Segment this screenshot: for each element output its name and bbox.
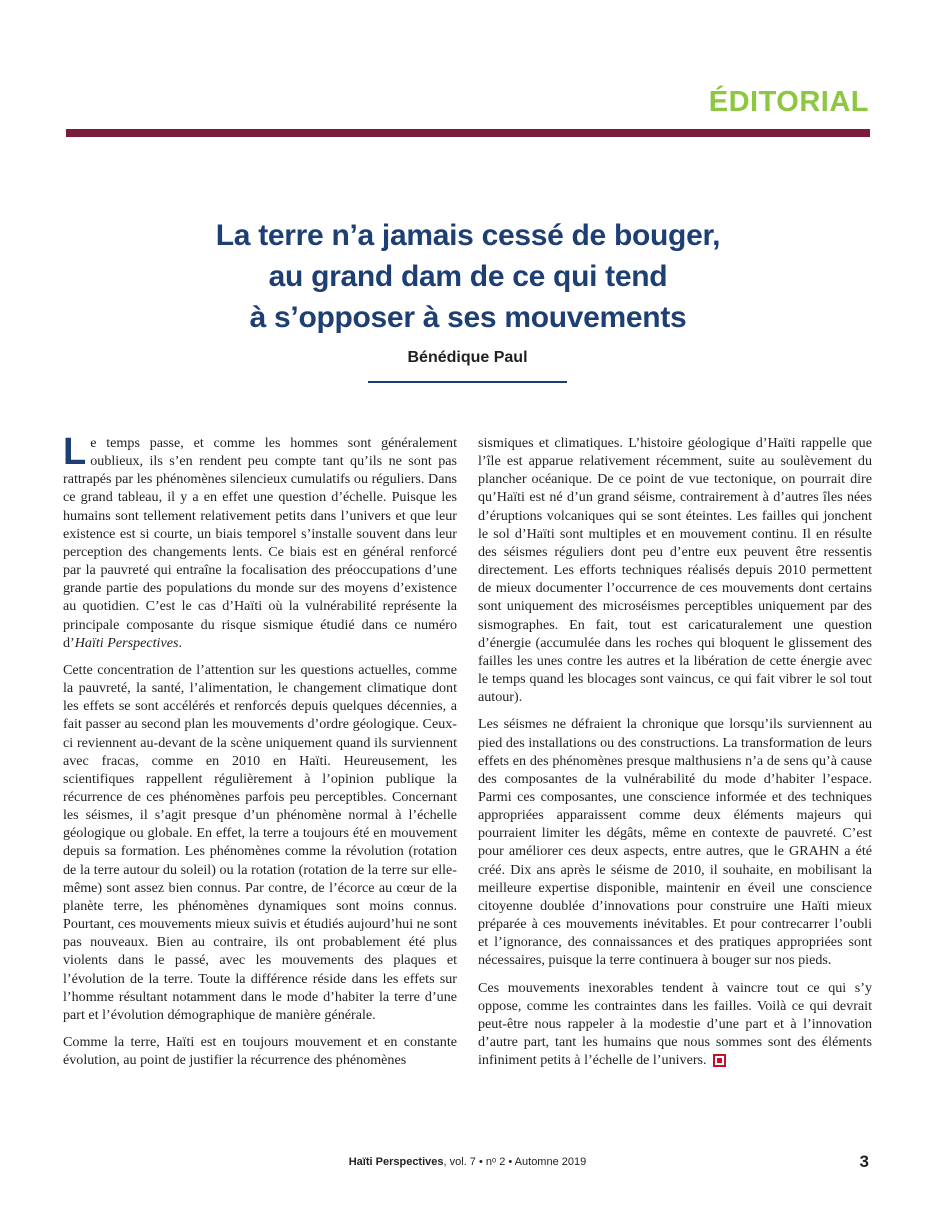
author-name: Bénédique Paul [407, 349, 528, 366]
paragraph-5-text: Ces mouvements inexorables tendent à vaincre tout ce qui s’y oppose, comme les contraintes dans les failles. Voilà ce qui devrait peut-être nous rappeler à la modestie d’une part et à l’innovation d’autre part, tant les humains que nous sommes sont des éléments infiniment petits à l’échelle de l’univers. [478, 979, 872, 1069]
title-line-1: La terre n’a jamais cessé de bouger, [215, 219, 721, 252]
paragraph-1 [63, 431, 457, 652]
paragraph-1-end: . [178, 634, 182, 651]
paragraph-1-text: e temps passe, et comme les hommes sont généralement oublieux, ils s’en rendent peu compte tant qu’ils ne sont pas rattrapés par les phénomènes silencieux cumulatifs ou réguliers. Dans ce grand tableau, il y a en effet une question d’échelle. Puisque les humains sont tellement relativement petits dans l’univers et que leur existence est si courte, un biais temporel s’installe souvent dans leur perception des changements lents. Ce biais est en général renforcé par la pauvreté qui entraîne la focalisation des préoccupations d’une grande partie des populations du monde sur des moyens d’existence au quotidien. C’est le cas d’Haïti où la vulnérabilité représente la principale composante du risque sismique étudié dans ce numéro d’ [63, 435, 457, 651]
paragraph-3-continued: sismiques et climatiques. L’histoire géologique d’Haïti rappelle que l’île est apparue relativement récemment, suite au soulèvement du plancher océanique. De ce point de vue tectonique, on pourrait dire qu’Haïti est né d’un grand séisme, contrairement à d’autres îles nées d’éruptions volcaniques qui se sont éteintes. Les failles qui jonchent le sol d’Haïti sont multiples et en mouvement continu. Il en résulte des séismes réguliers dont peu d’entre eux peuvent être ressentis directement. Les efforts techniques réalisés depuis 2010 permettent de mieux documenter l’occurrence de ces mouvements dont certains sont uniquement des microséismes perceptibles uniquement par des sismographes. En fait, tout est caricaturalement une question d’énergie (accumulée dans les roches qui bloquent le glissement des failles les unes contre les autres et la libération de cette énergie avec le temps quand les blocages sont vaincus, ce qui fait vibrer le sol tout autour). [478, 435, 872, 706]
left-column [63, 431, 457, 1078]
paragraph-3-start: Comme la terre, Haïti est en toujours mouvement et en constante évolution, au point de justifier la récurrence des phénomènes [63, 1034, 457, 1069]
paragraph-2: Cette concentration de l’attention sur les questions actuelles, comme la pauvreté, la santé, l’alimentation, le changement climatique dont les effets se sont accélérés et renforcés depuis quelques décennies, a fait passer au second plan les mouvements d’ordre géologique. Ceux-ci reviennent au-devant de la scène uniquement quand ils surviennent avec fracas, comme en 2010 en Haïti. Heureusement, les scientifiques rappellent régulièrement à l’opinion publique la récurrence de ces phénomènes parfois peu perceptibles. Concernant les séismes, il s’agit presque d’un phénomène normal à l’échelle géologique ou globale. En effet, la terre a toujours été en mouvement depuis sa formation. Les phénomènes comme la révolution (rotation de la terre autour du soleil) ou la rotation (rotation de la terre sur elle-même) sont assez bien connus. Par contre, de l’écorce au cœur de la planète terre, les phénomènes dynamiques sont moins connus. Pourtant, ces mouvements mieux suivis et étudiés aujourd’hui ne sont pas nouveaux. Bien au contraire, ils ont probablement été plus violents dans le passé, avec les mouvements des plaques et l’évolution de la terre. Toute la différence réside dans les effets sur l’homme résultant notamment dans le mode d’habiter la terre d’une part et l’évolution démographique de manière générale. [63, 661, 457, 1023]
title-line-3: à s’opposer à ses mouvements [249, 301, 687, 334]
right-column [478, 434, 872, 1078]
footer-journal: Haïti Perspectives [348, 1156, 444, 1168]
journal-name-inline: Haïti Perspectives [74, 634, 179, 651]
end-of-article-icon [713, 1054, 726, 1067]
dropcap: L [63, 431, 87, 473]
page-number: 3 [859, 1152, 869, 1171]
paragraph-5 [478, 979, 872, 1070]
author-rule [368, 381, 567, 383]
footer-issue: , vol. 7 • nᵒ 2 • Automne 2019 [443, 1156, 587, 1168]
header-rule [66, 129, 870, 137]
article-title [66, 215, 870, 338]
paragraph-4: Les séismes ne défraient la chronique que lorsqu’ils surviennent au pied des installations ou des constructions. La transformation de leurs effets en des phénomènes presque malthusiens n’a de sens qu’à cause des composantes de la vulnérabilité du mode d’habiter l’espace. Parmi ces composantes, une conscience informée et des techniques appropriées apparaissent comme deux éléments majeurs qui pourraient limiter les dégâts, même en contexte de pauvreté. C’est pour améliorer ces deux aspects, entre autres, que le GRAHN a été créé. Dix ans après le séisme de 2010, il souhaite, en mobilisant la meilleure expertise disponible, maintenir en éveil une conscience citoyenne doublée d’innovations pour construire une Haïti mieux préparée à ces mouvements inévitables. Et pour contrecarrer l’oubli et l’ignorance, des connaissances et des pratiques appropriées sont nécessaires, puisque la terre continuera à bouger sur nos pieds. [478, 716, 872, 969]
section-label: ÉDITORIAL [708, 86, 869, 118]
title-line-2: au grand dam de ce qui tend [268, 260, 668, 293]
page-footer [0, 1156, 935, 1168]
